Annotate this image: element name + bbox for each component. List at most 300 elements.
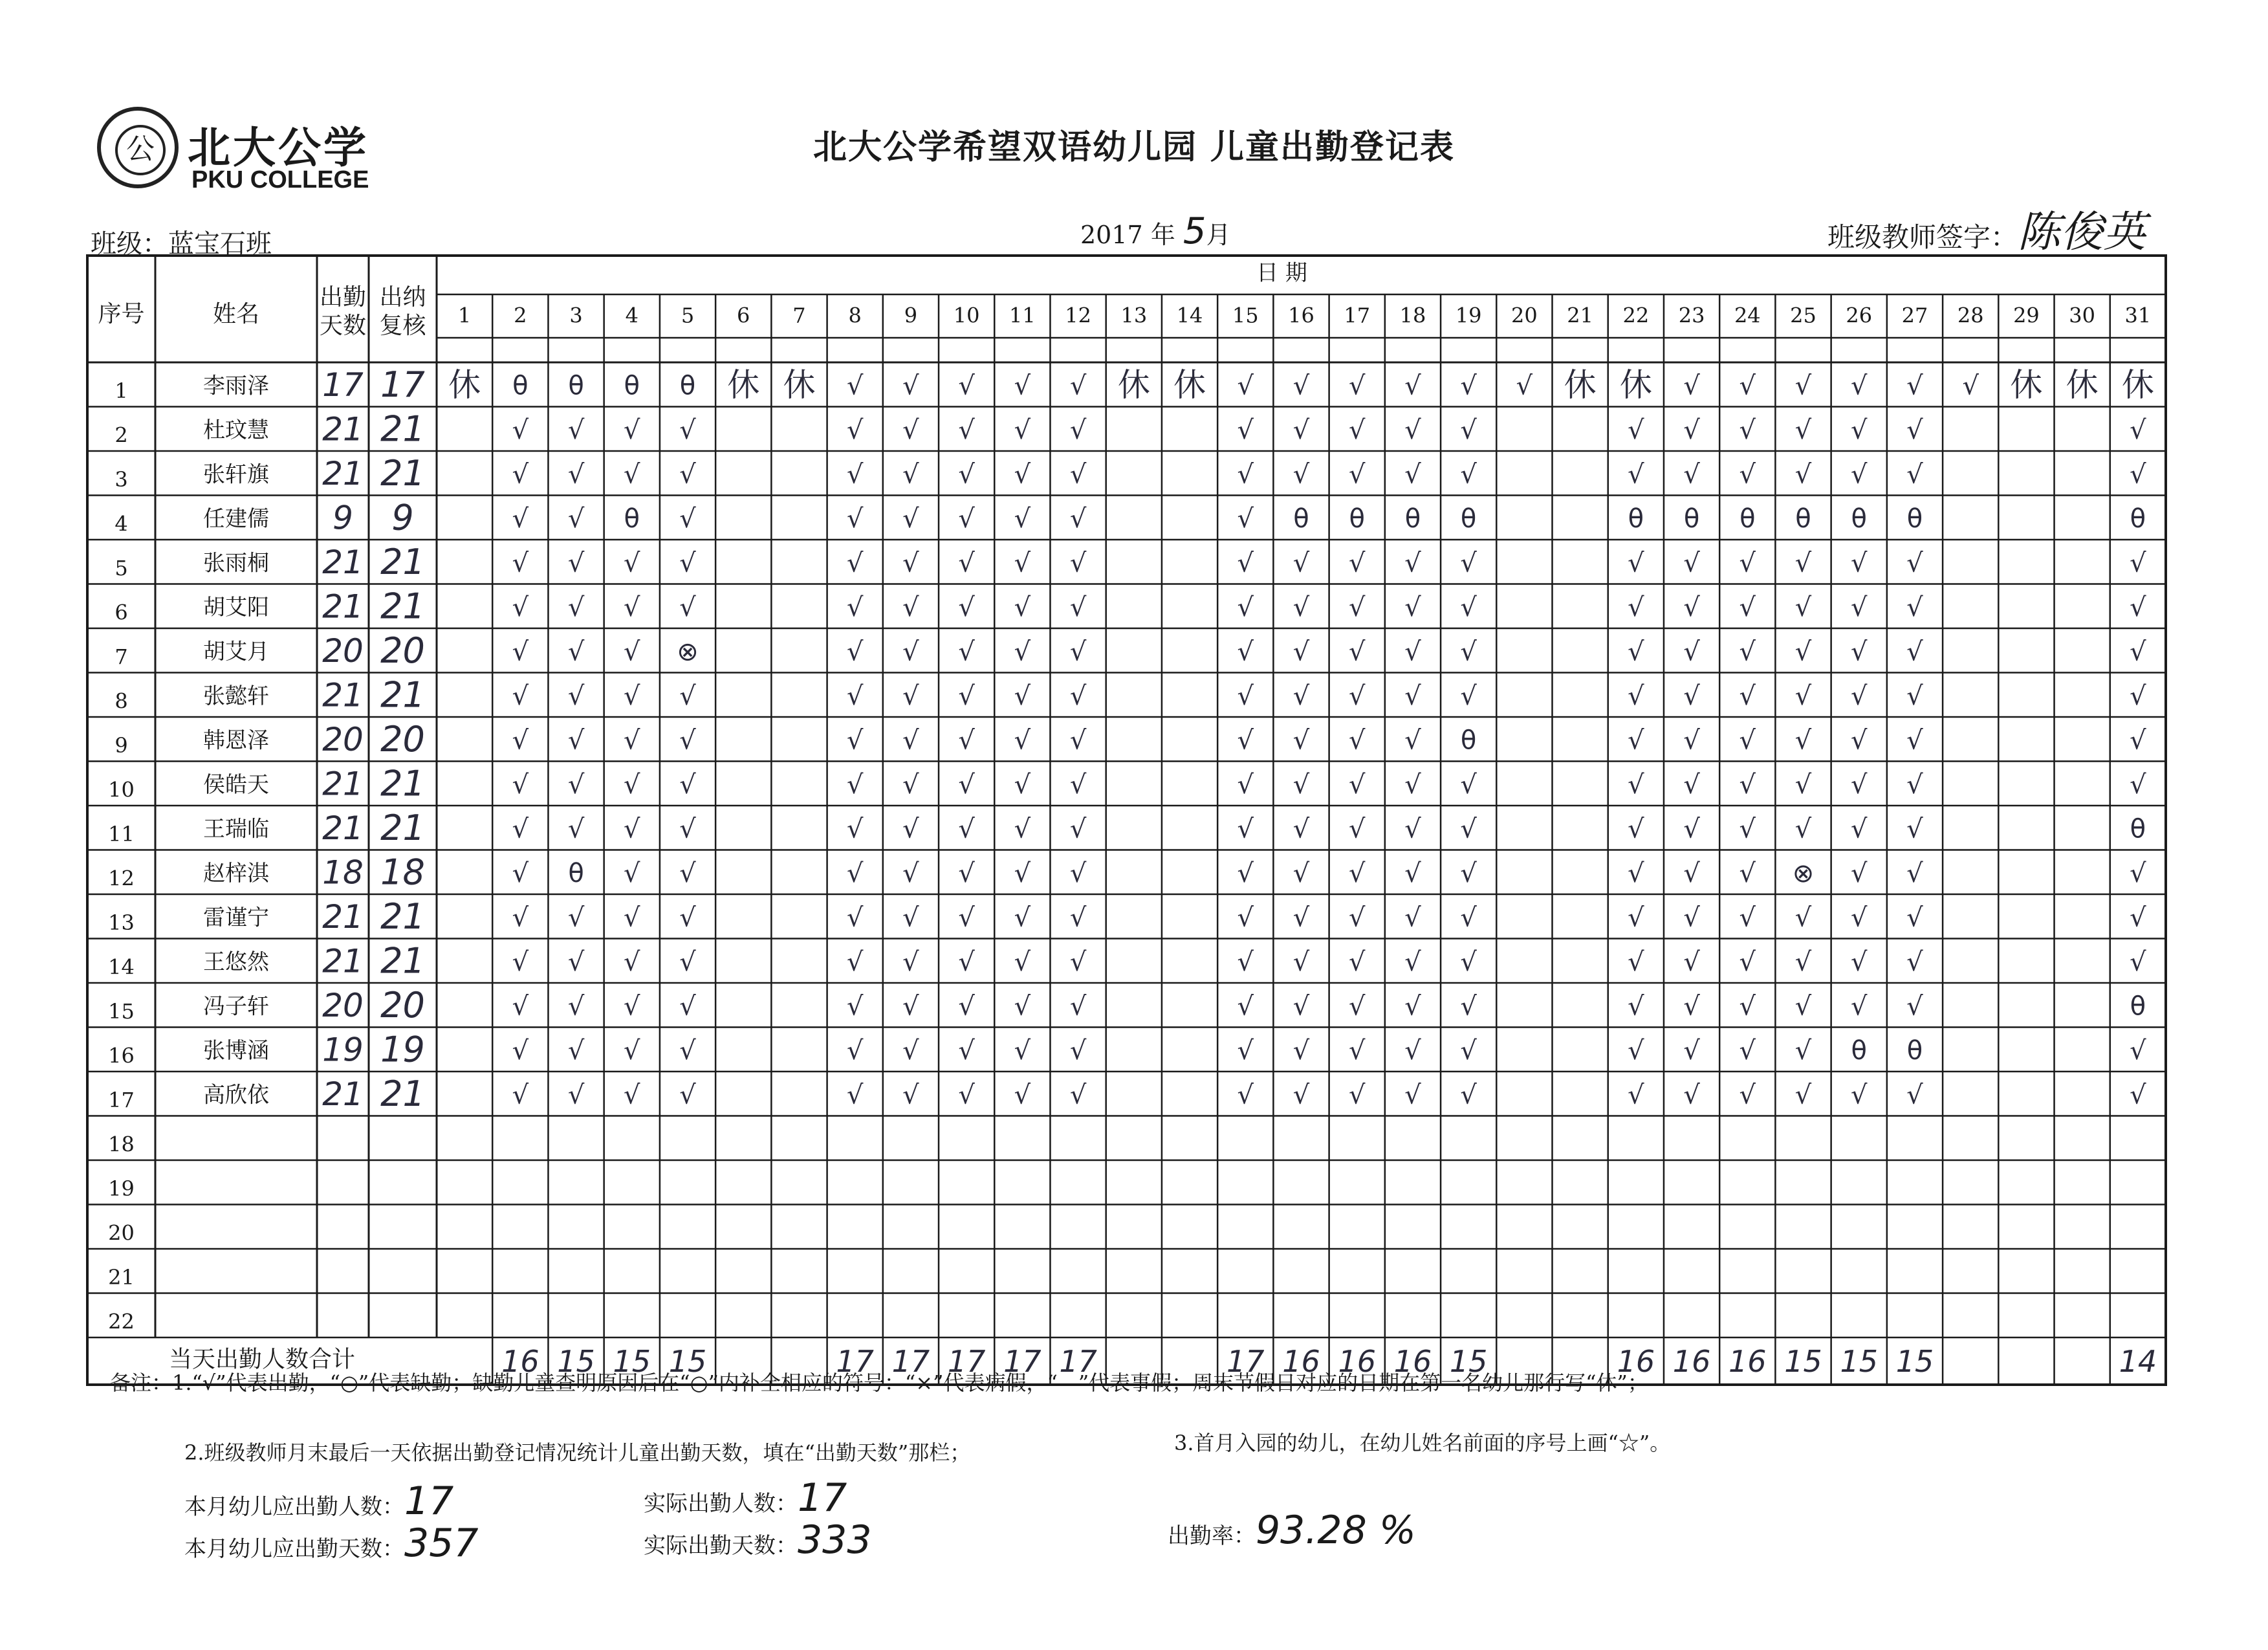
present-check-icon: √ xyxy=(1348,725,1366,756)
present-check-icon: √ xyxy=(958,415,975,445)
daily-total: 17 xyxy=(947,1344,986,1379)
day-number-23: 23 xyxy=(1678,303,1705,328)
present-check-icon: √ xyxy=(1460,1035,1477,1066)
present-check-icon: √ xyxy=(1237,903,1254,933)
present-check-icon: √ xyxy=(1404,371,1421,401)
present-check-icon: √ xyxy=(1014,371,1031,401)
attendance-days: 19 xyxy=(322,1031,364,1069)
present-check-icon: √ xyxy=(1460,548,1477,578)
present-check-icon: √ xyxy=(512,548,529,578)
present-check-icon: √ xyxy=(624,681,640,711)
present-check-icon: √ xyxy=(567,814,585,844)
present-check-icon: √ xyxy=(1292,725,1310,756)
day-number-31: 31 xyxy=(2124,303,2152,328)
child-name: 韩恩泽 xyxy=(203,727,269,754)
present-check-icon: √ xyxy=(624,415,640,445)
absent-mark-icon: θ xyxy=(624,503,640,534)
logo-chinese-name: 北大公学 xyxy=(188,123,369,173)
present-check-icon: √ xyxy=(1628,769,1644,800)
present-check-icon: √ xyxy=(1906,459,1923,490)
present-check-icon: √ xyxy=(567,1035,585,1066)
present-check-icon: √ xyxy=(846,371,864,401)
actual-children-label: 实际出勤人数： xyxy=(644,1491,798,1517)
present-check-icon: √ xyxy=(679,592,696,622)
present-check-icon: √ xyxy=(1628,903,1644,933)
present-check-icon: √ xyxy=(1906,681,1923,711)
present-check-icon: √ xyxy=(958,1035,975,1066)
present-check-icon: √ xyxy=(1906,637,1923,667)
actual-children-value: 17 xyxy=(798,1475,847,1521)
row-number: 6 xyxy=(114,600,128,625)
absent-mark-icon: θ xyxy=(2130,503,2146,534)
present-check-icon: √ xyxy=(846,459,864,490)
present-check-icon: √ xyxy=(624,1080,640,1110)
present-check-icon: √ xyxy=(1906,548,1923,578)
holiday-mark: 休 xyxy=(2121,366,2154,404)
page-title: 北大公学希望双语幼儿园 儿童出勤登记表 xyxy=(812,128,1456,167)
present-check-icon: √ xyxy=(902,548,919,578)
header-check-line1: 出纳 xyxy=(379,284,426,311)
present-check-icon: √ xyxy=(1069,858,1087,888)
absent-mark-icon: θ xyxy=(1628,503,1644,534)
present-check-icon: √ xyxy=(846,681,864,711)
present-check-icon: √ xyxy=(1404,947,1421,977)
present-check-icon: √ xyxy=(1460,637,1477,667)
present-check-icon: √ xyxy=(1460,858,1477,888)
present-check-icon: √ xyxy=(1739,371,1756,401)
present-check-icon: √ xyxy=(1739,858,1756,888)
present-check-icon: √ xyxy=(1906,991,1923,1022)
present-check-icon: √ xyxy=(1906,415,1923,445)
present-check-icon: √ xyxy=(1237,1080,1254,1110)
actual-children xyxy=(644,1475,847,1521)
row-number: 2 xyxy=(114,423,128,448)
present-check-icon: √ xyxy=(1069,1080,1087,1110)
present-check-icon: √ xyxy=(1683,637,1700,667)
attendance-days: 20 xyxy=(322,632,364,670)
present-check-icon: √ xyxy=(1348,371,1366,401)
present-check-icon: √ xyxy=(1292,415,1310,445)
present-check-icon: √ xyxy=(1628,725,1644,756)
present-check-icon: √ xyxy=(1292,858,1310,888)
class-value: 蓝宝石班 xyxy=(168,229,272,259)
present-check-icon: √ xyxy=(1851,548,1868,578)
present-check-icon: √ xyxy=(1292,1035,1310,1066)
present-check-icon: √ xyxy=(1683,548,1700,578)
present-check-icon: √ xyxy=(1404,769,1421,800)
present-check-icon: √ xyxy=(1348,1035,1366,1066)
present-check-icon: √ xyxy=(1683,769,1700,800)
class-label: 班级： xyxy=(91,229,168,259)
present-check-icon: √ xyxy=(567,681,585,711)
daily-total: 15 xyxy=(557,1344,595,1379)
present-check-icon: √ xyxy=(1292,1080,1310,1110)
daily-total: 15 xyxy=(668,1344,707,1379)
daily-total: 16 xyxy=(1728,1344,1767,1379)
day-number-16: 16 xyxy=(1288,303,1314,328)
present-check-icon: √ xyxy=(846,903,864,933)
present-check-icon: √ xyxy=(1794,814,1812,844)
child-name: 雷谨宁 xyxy=(203,905,269,931)
present-check-icon: √ xyxy=(1460,1080,1477,1110)
present-check-icon: √ xyxy=(1739,991,1756,1022)
present-check-icon: √ xyxy=(1014,459,1031,490)
present-check-icon: √ xyxy=(1851,1080,1868,1110)
present-check-icon: √ xyxy=(1851,637,1868,667)
present-check-icon: √ xyxy=(846,1035,864,1066)
present-check-icon: √ xyxy=(1516,371,1533,401)
present-check-icon: √ xyxy=(624,814,640,844)
day-number-21: 21 xyxy=(1567,303,1593,328)
present-check-icon: √ xyxy=(1851,459,1868,490)
present-check-icon: √ xyxy=(1237,814,1254,844)
child-name: 杜玟慧 xyxy=(203,417,269,443)
present-check-icon: √ xyxy=(1069,814,1087,844)
present-check-icon: √ xyxy=(958,725,975,756)
header-name: 姓名 xyxy=(212,301,260,327)
present-check-icon: √ xyxy=(1739,637,1756,667)
present-check-icon: √ xyxy=(1794,548,1812,578)
present-check-icon: √ xyxy=(1014,769,1031,800)
present-check-icon: √ xyxy=(1069,415,1087,445)
absent-mark-icon: θ xyxy=(568,371,584,401)
absent-mark-icon: θ xyxy=(1795,503,1811,534)
present-check-icon: √ xyxy=(679,947,696,977)
present-check-icon: √ xyxy=(1014,548,1031,578)
present-check-icon: √ xyxy=(902,503,919,534)
absent-mark-icon: ⊗ xyxy=(677,637,699,667)
present-check-icon: √ xyxy=(1794,769,1812,800)
present-check-icon: √ xyxy=(679,903,696,933)
present-check-icon: √ xyxy=(1069,903,1087,933)
present-check-icon: √ xyxy=(846,725,864,756)
present-check-icon: √ xyxy=(1069,548,1087,578)
present-check-icon: √ xyxy=(1237,415,1254,445)
day-number-30: 30 xyxy=(2069,303,2096,328)
attendance-check: 21 xyxy=(380,1073,425,1114)
present-check-icon: √ xyxy=(1628,858,1644,888)
present-check-icon: √ xyxy=(512,637,529,667)
present-check-icon: √ xyxy=(1460,459,1477,490)
present-check-icon: √ xyxy=(1014,814,1031,844)
present-check-icon: √ xyxy=(1739,592,1756,622)
present-check-icon: √ xyxy=(1404,814,1421,844)
present-check-icon: √ xyxy=(1851,947,1868,977)
present-check-icon: √ xyxy=(1069,725,1087,756)
present-check-icon: √ xyxy=(512,459,529,490)
present-check-icon: √ xyxy=(512,769,529,800)
day-number-14: 14 xyxy=(1176,303,1203,328)
present-check-icon: √ xyxy=(567,415,585,445)
present-check-icon: √ xyxy=(1014,725,1031,756)
present-check-icon: √ xyxy=(2130,415,2146,445)
daily-total: 16 xyxy=(1338,1344,1376,1379)
present-check-icon: √ xyxy=(567,769,585,800)
present-check-icon: √ xyxy=(1460,814,1477,844)
day-number-20: 20 xyxy=(1511,303,1538,328)
daily-total: 16 xyxy=(1672,1344,1711,1379)
logo-english-name: PKU COLLEGE xyxy=(191,166,369,193)
present-check-icon: √ xyxy=(1404,415,1421,445)
absent-mark-icon: θ xyxy=(1460,725,1477,756)
day-number-15: 15 xyxy=(1232,303,1259,328)
day-number-24: 24 xyxy=(1734,303,1761,328)
present-check-icon: √ xyxy=(1348,592,1366,622)
present-check-icon: √ xyxy=(2130,637,2146,667)
present-check-icon: √ xyxy=(1851,769,1868,800)
attendance-days: 20 xyxy=(322,986,364,1024)
present-check-icon: √ xyxy=(1237,681,1254,711)
present-check-icon: √ xyxy=(1739,415,1756,445)
present-check-icon: √ xyxy=(2130,858,2146,888)
present-check-icon: √ xyxy=(624,725,640,756)
present-check-icon: √ xyxy=(902,858,919,888)
present-check-icon: √ xyxy=(1348,548,1366,578)
attendance-check: 21 xyxy=(380,896,425,937)
present-check-icon: √ xyxy=(624,991,640,1022)
row-number: 10 xyxy=(108,777,135,802)
daily-total: 16 xyxy=(1617,1344,1655,1379)
day-number-5: 5 xyxy=(681,303,695,328)
daily-total: 15 xyxy=(1895,1344,1934,1379)
present-check-icon: √ xyxy=(1292,814,1310,844)
present-check-icon: √ xyxy=(902,459,919,490)
present-check-icon: √ xyxy=(512,1035,529,1066)
actual-days-label: 实际出勤天数： xyxy=(644,1533,798,1559)
present-check-icon: √ xyxy=(1739,814,1756,844)
present-check-icon: √ xyxy=(567,592,585,622)
present-check-icon: √ xyxy=(1628,637,1644,667)
present-check-icon: √ xyxy=(567,1080,585,1110)
present-check-icon: √ xyxy=(1069,592,1087,622)
present-check-icon: √ xyxy=(1292,459,1310,490)
attendance-check: 17 xyxy=(380,364,425,405)
present-check-icon: √ xyxy=(1906,769,1923,800)
row-number: 20 xyxy=(108,1220,135,1246)
child-name: 侯皓天 xyxy=(203,771,269,798)
absent-mark-icon: θ xyxy=(679,371,696,401)
daily-total: 17 xyxy=(1003,1344,1041,1379)
present-check-icon: √ xyxy=(902,371,919,401)
row-number: 7 xyxy=(114,644,128,669)
present-check-icon: √ xyxy=(1460,947,1477,977)
daily-total: 16 xyxy=(1393,1344,1432,1379)
teacher-signature-label: 班级教师签字： xyxy=(1827,221,2018,253)
present-check-icon: √ xyxy=(512,947,529,977)
day-number-10: 10 xyxy=(953,303,980,328)
present-check-icon: √ xyxy=(512,858,529,888)
present-check-icon: √ xyxy=(958,858,975,888)
day-number-4: 4 xyxy=(625,303,638,328)
present-check-icon: √ xyxy=(902,637,919,667)
present-check-icon: √ xyxy=(1851,371,1868,401)
attendance-rate xyxy=(1168,1508,1416,1553)
present-check-icon: √ xyxy=(512,814,529,844)
present-check-icon: √ xyxy=(1348,1080,1366,1110)
present-check-icon: √ xyxy=(1404,858,1421,888)
present-check-icon: √ xyxy=(679,814,696,844)
day-number-27: 27 xyxy=(1901,303,1928,328)
header-dates: 日 期 xyxy=(1256,260,1307,286)
present-check-icon: √ xyxy=(1628,947,1644,977)
present-check-icon: √ xyxy=(2130,1080,2146,1110)
present-check-icon: √ xyxy=(1628,814,1644,844)
present-check-icon: √ xyxy=(1348,858,1366,888)
header-days-line1: 出勤 xyxy=(319,284,367,311)
present-check-icon: √ xyxy=(1460,903,1477,933)
child-name: 张博涵 xyxy=(203,1037,269,1064)
present-check-icon: √ xyxy=(2130,681,2146,711)
present-check-icon: √ xyxy=(1794,1035,1812,1066)
present-check-icon: √ xyxy=(1794,415,1812,445)
present-check-icon: √ xyxy=(1683,947,1700,977)
row-number: 19 xyxy=(108,1176,135,1201)
row-number: 9 xyxy=(114,732,128,758)
present-check-icon: √ xyxy=(512,415,529,445)
present-check-icon: √ xyxy=(1739,725,1756,756)
daily-total: 15 xyxy=(613,1344,651,1379)
row-number: 18 xyxy=(108,1132,135,1157)
present-check-icon: √ xyxy=(902,592,919,622)
attendance-days: 21 xyxy=(322,410,364,448)
present-check-icon: √ xyxy=(958,503,975,534)
present-check-icon: √ xyxy=(2130,947,2146,977)
present-check-icon: √ xyxy=(846,1080,864,1110)
present-check-icon: √ xyxy=(958,1080,975,1110)
present-check-icon: √ xyxy=(902,681,919,711)
holiday-mark: 休 xyxy=(783,366,816,404)
absent-mark-icon: θ xyxy=(1683,503,1700,534)
present-check-icon: √ xyxy=(958,903,975,933)
attendance-days: 20 xyxy=(322,720,364,758)
present-check-icon: √ xyxy=(1460,681,1477,711)
present-check-icon: √ xyxy=(1628,415,1644,445)
present-check-icon: √ xyxy=(1683,725,1700,756)
present-check-icon: √ xyxy=(1348,637,1366,667)
daily-total: 15 xyxy=(1840,1344,1879,1379)
present-check-icon: √ xyxy=(1739,903,1756,933)
present-check-icon: √ xyxy=(1794,947,1812,977)
child-name: 任建儒 xyxy=(203,505,269,532)
absent-mark-icon: θ xyxy=(624,371,640,401)
row-number: 1 xyxy=(114,378,128,403)
present-check-icon: √ xyxy=(512,681,529,711)
day-number-8: 8 xyxy=(848,303,862,328)
present-check-icon: √ xyxy=(624,858,640,888)
present-check-icon: √ xyxy=(1851,592,1868,622)
attendance-rate-label: 出勤率： xyxy=(1168,1523,1256,1549)
child-name: 李雨泽 xyxy=(203,373,269,399)
present-check-icon: √ xyxy=(1014,681,1031,711)
attendance-check: 19 xyxy=(380,1029,425,1070)
day-number-18: 18 xyxy=(1399,303,1426,328)
present-check-icon: √ xyxy=(1851,991,1868,1022)
present-check-icon: √ xyxy=(1404,681,1421,711)
present-check-icon: √ xyxy=(567,548,585,578)
present-check-icon: √ xyxy=(624,637,640,667)
month-label: 月 xyxy=(1206,221,1231,249)
row-number: 11 xyxy=(108,821,135,846)
absent-mark-icon: θ xyxy=(1851,503,1868,534)
present-check-icon: √ xyxy=(846,637,864,667)
present-check-icon: √ xyxy=(1906,947,1923,977)
present-check-icon: √ xyxy=(1683,415,1700,445)
present-check-icon: √ xyxy=(1628,592,1644,622)
attendance-days: 21 xyxy=(322,809,364,847)
present-check-icon: √ xyxy=(1237,548,1254,578)
daily-total: 17 xyxy=(891,1344,930,1379)
present-check-icon: √ xyxy=(567,459,585,490)
present-check-icon: √ xyxy=(902,1035,919,1066)
present-check-icon: √ xyxy=(2130,903,2146,933)
present-check-icon: √ xyxy=(567,903,585,933)
present-check-icon: √ xyxy=(1404,1035,1421,1066)
attendance-days: 18 xyxy=(322,853,364,892)
daily-total: 17 xyxy=(836,1344,874,1379)
present-check-icon: √ xyxy=(958,548,975,578)
attendance-days: 17 xyxy=(322,366,364,404)
present-check-icon: √ xyxy=(679,858,696,888)
present-check-icon: √ xyxy=(846,769,864,800)
expected-children xyxy=(184,1479,453,1524)
attendance-check: 20 xyxy=(380,718,425,760)
day-number-26: 26 xyxy=(1846,303,1873,328)
present-check-icon: √ xyxy=(1237,637,1254,667)
day-number-29: 29 xyxy=(2013,303,2040,328)
present-check-icon: √ xyxy=(1348,459,1366,490)
child-name: 胡艾月 xyxy=(203,639,269,665)
present-check-icon: √ xyxy=(1683,858,1700,888)
present-check-icon: √ xyxy=(1906,725,1923,756)
day-number-11: 11 xyxy=(1009,303,1036,328)
present-check-icon: √ xyxy=(512,503,529,534)
logo-seal-icon: 公 xyxy=(97,107,179,188)
present-check-icon: √ xyxy=(1628,459,1644,490)
present-check-icon: √ xyxy=(567,725,585,756)
present-check-icon: √ xyxy=(2130,548,2146,578)
attendance-check: 20 xyxy=(380,630,425,671)
present-check-icon: √ xyxy=(1460,371,1477,401)
absent-mark-icon: ⊗ xyxy=(1792,858,1815,888)
present-check-icon: √ xyxy=(1292,592,1310,622)
present-check-icon: √ xyxy=(2130,592,2146,622)
notes-line-1: 备注：1.“√”代表出勤，“○”代表缺勤；缺勤儿童查明原因后在“○”内补全相应的符号：“×”代表病假，“—”代表事假；周末节假日对应的日期在第一名幼儿那行写“休”； xyxy=(110,1370,1648,1395)
present-check-icon: √ xyxy=(1069,991,1087,1022)
present-check-icon: √ xyxy=(1851,725,1868,756)
child-name: 张轩旗 xyxy=(203,461,269,488)
row-number: 12 xyxy=(108,866,135,891)
present-check-icon: √ xyxy=(1906,592,1923,622)
attendance-days: 21 xyxy=(322,543,364,581)
present-check-icon: √ xyxy=(1739,1080,1756,1110)
present-check-icon: √ xyxy=(1683,459,1700,490)
daily-total: 15 xyxy=(1784,1344,1822,1379)
present-check-icon: √ xyxy=(1404,592,1421,622)
attendance-check: 20 xyxy=(380,984,425,1026)
present-check-icon: √ xyxy=(1348,415,1366,445)
attendance-check: 21 xyxy=(380,541,425,582)
present-check-icon: √ xyxy=(846,503,864,534)
present-check-icon: √ xyxy=(1851,858,1868,888)
present-check-icon: √ xyxy=(567,947,585,977)
present-check-icon: √ xyxy=(1794,991,1812,1022)
present-check-icon: √ xyxy=(1683,681,1700,711)
child-name: 张懿轩 xyxy=(203,683,269,709)
present-check-icon: √ xyxy=(1404,903,1421,933)
actual-days xyxy=(644,1517,872,1563)
present-check-icon: √ xyxy=(1628,1080,1644,1110)
present-check-icon: √ xyxy=(1906,814,1923,844)
